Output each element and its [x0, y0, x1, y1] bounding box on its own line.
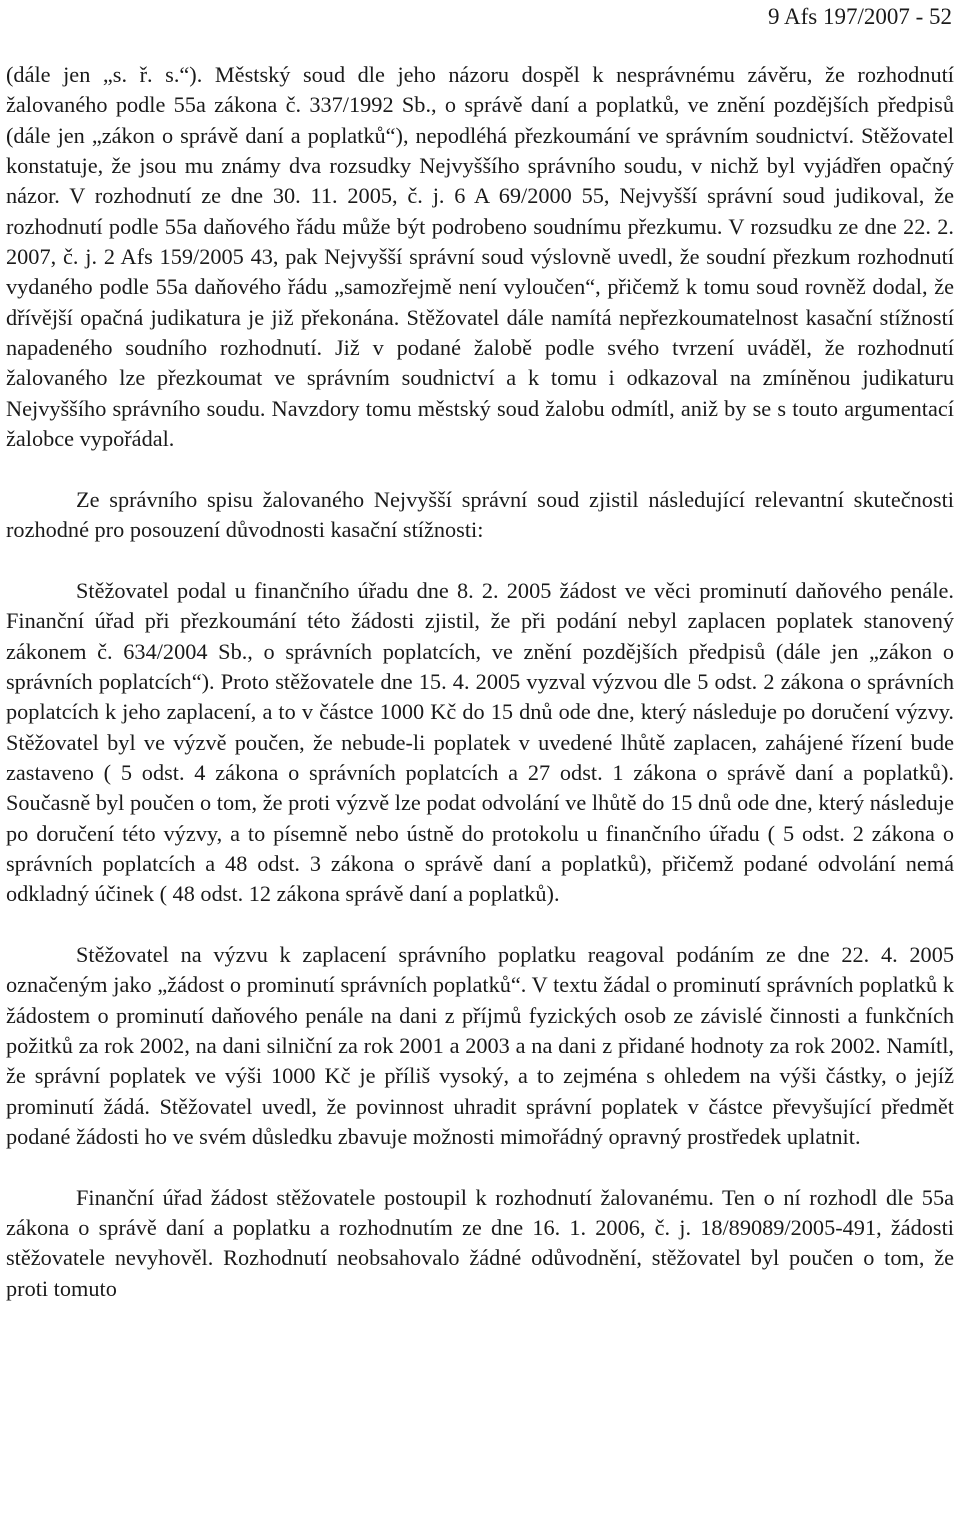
paragraph-fee-request: Stěžovatel podal u finančního úřadu dne 8. 2. 2005 žádost ve věci prominutí daňového penále. Finanční úřad při přezkoumání této žádosti zjistil, že při podání nebyl zaplacen poplatek stanovený zákonem č. 634/2004 Sb., o správních poplatcích, ve znění pozdějších předpisů (dále jen „zákon o správních poplatcích“). Proto stěžovatele dne 15. 4. 2005 vyzval výzvou dle 5 odst. 2 zákona o správních poplatcích k jeho zaplacení, a to v částce 1000 Kč do 15 dnů ode dne, který následuje po doručení výzvy. Stěžovatel byl ve výzvě poučen, že nebude-li poplatek v uvedené lhůtě zaplacen, zahájené řízení bude zastaveno ( 5 odst. 4 zákona o správních poplatcích a 27 odst. 1 zákona o správě daní a poplatků). Současně byl poučen o tom, že proti výzvě lze podat odvolání ve lhůtě do 15 dnů ode dne, který následuje po doručení této výzvy, a to písemně nebo ústně do protokolu u finančního úřadu ( 5 odst. 2 zákona o správních poplatcích a 48 odst. 3 zákona o správě daní a poplatků), přičemž podané odvolání nemá odkladný účinek ( 48 odst. 12 zákona správě daní a poplatků).	[6, 577, 954, 907]
paragraph-decision: Finanční úřad žádost stěžovatele postoupil k rozhodnutí žalovanému. Ten o ní rozhodl dle 55a zákona o správě daní a poplatku a rozhodnutím ze dne 16. 1. 2006, č. j. 18/89089/2005-491, žádosti stěžovatele nevyhověl. Rozhodnutí neobsahovalo žádné odůvodnění, stěžovatel byl poučen o tom, že proti tomuto	[6, 1184, 954, 1301]
paragraph-file-findings-intro: Ze správního spisu žalovaného Nejvyšší správní soud zjistil následující relevantní skutečnosti rozhodné pro posouzení důvodnosti kasační stížnosti:	[6, 486, 954, 543]
case-number-header: 9 Afs 197/2007 - 52	[768, 4, 952, 29]
paragraph-fee-waiver-request: Stěžovatel na výzvu k zaplacení správního poplatku reagoval podáním ze dne 22. 4. 2005 označeným jako „žádost o prominutí správních poplatků“. V textu žádal o prominutí správních poplatků k žádostem o prominutí daňového penále na dani z příjmů fyzických osob ze závislé činnosti a funkčních požitků za rok 2002, na dani silniční za rok 2001 a 2003 a na dani z přidané hodnoty za rok 2002. Namítl, že správní poplatek ve výši 1000 Kč je příliš vysoký, a to zejména s ohledem na výši částky, o jejíž prominutí žádá. Stěžovatel uvedl, že povinnost uhradit správní poplatek v částce převyšující předmět podané žádosti ho ve svém důsledku zbavuje možnosti mimořádný opravný prostředek uplatnit.	[6, 941, 954, 1150]
paragraph-spacer	[6, 910, 954, 940]
paragraph-spacer	[6, 454, 954, 484]
document-body	[6, 60, 954, 1304]
paragraph-complaint-arguments: (dále jen „s. ř. s.“). Městský soud dle jeho názoru dospěl k nesprávnému závěru, že rozhodnutí žalovaného podle 55a zákona č. 337/1992 Sb., o správě daní a poplatků, ve znění pozdějších předpisů (dále jen „zákon o správě daní a poplatků“), nepodléhá přezkoumání ve správním soudnictví. Stěžovatel konstatuje, že jsou mu známy dva rozsudky Nejvyššího správního soudu, v nichž byl vyjádřen opačný názor. V rozhodnutí ze dne 30. 11. 2005, č. j. 6 A 69/2000 55, Nejvyšší správní soud judikoval, že rozhodnutí podle 55a daňového řádu může být podrobeno soudnímu přezkumu. V rozsudku ze dne 22. 2. 2007, č. j. 2 Afs 159/2005 43, pak Nejvyšší správní soud výslovně uvedl, že soudní přezkum rozhodnutí vydaného podle 55a daňového řádu „samozřejmě není vyloučen“, přičemž k tomu soud rovněž dodal, že dřívější opačná judikatura je již překonána. Stěžovatel dále namítá nepřezkoumatelnost kasační stížností napadeného soudního rozhodnutí. Již v podané žalobě podle svého tvrzení uváděl, že rozhodnutí žalovaného lze přezkoumat ve správním soudnictví a k tomu i odkazoval na zmíněnou judikaturu Nejvyššího správního soudu. Navzdory tomu městský soud žalobu odmítl, aniž by se s touto argumentací žalobce vypořádal.	[6, 62, 954, 452]
paragraph-spacer	[6, 1152, 954, 1182]
paragraph-spacer	[6, 546, 954, 576]
